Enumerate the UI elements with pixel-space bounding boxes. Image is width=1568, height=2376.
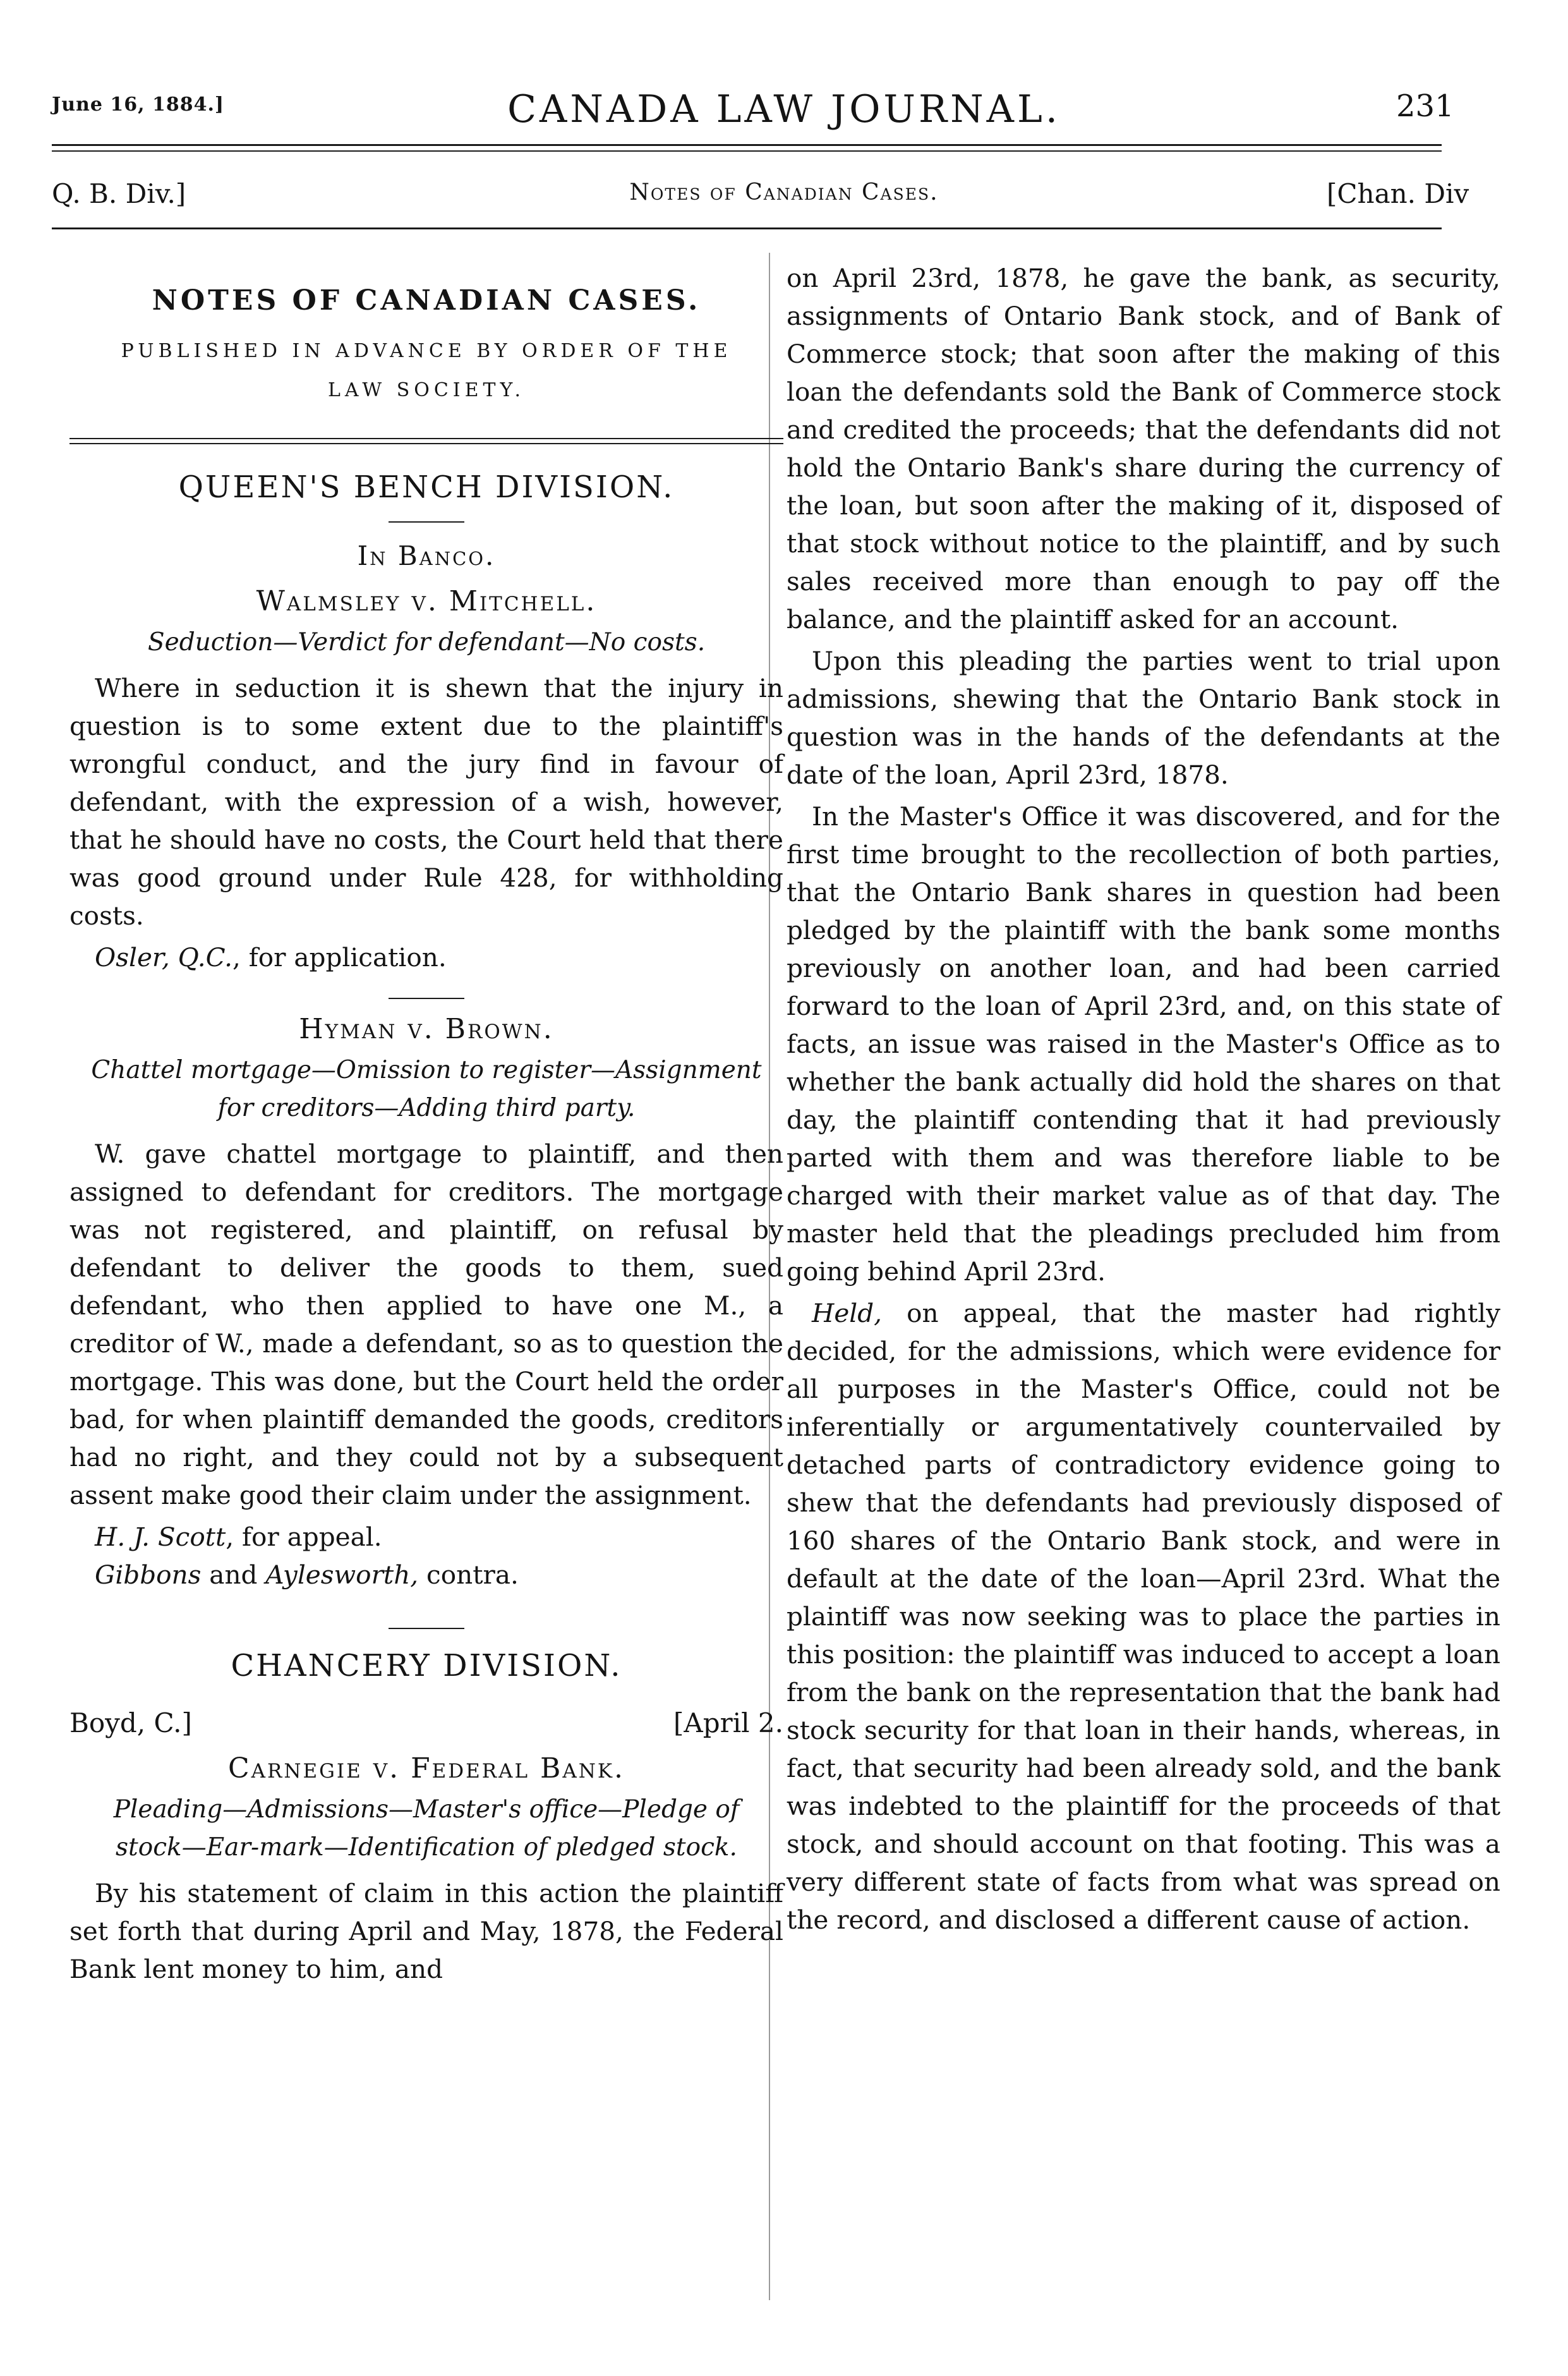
case-title-carnegie: Carnegie v. Federal Bank. bbox=[227, 1752, 625, 1785]
counsel-name: Gibbons bbox=[95, 1560, 202, 1590]
counsel-name: Osler, Q.C. bbox=[95, 942, 233, 973]
counsel-role: contra. bbox=[418, 1560, 519, 1590]
header-rule bbox=[52, 227, 1442, 229]
running-head-right: [Chan. Div bbox=[1327, 178, 1469, 209]
counsel-walmsley bbox=[69, 938, 783, 976]
case-body-hyman: W. gave chattel mortgage to plaintiff, and then assigned to defendant for creditors. The mortgage was not registered, and plaintiff, on refusal by defendant to deliver the goods to them, sued defendant, who then applied to have one M., a creditor of W., made a defendant, so as to question the mortgage. This was done, but the Court held the order bad, for when plaintiff demanded the goods, creditors had no right, and they could not by a subsequent assent make good their claim under the assignment. bbox=[69, 1139, 783, 1510]
published-line-1: PUBLISHED IN ADVANCE BY ORDER OF THE bbox=[121, 340, 732, 362]
counsel-hyman-contra bbox=[69, 1556, 783, 1594]
case-title-walmsley: Walmsley v. Mitchell. bbox=[256, 585, 597, 617]
catchwords-walmsley: Seduction—Verdict for defendant—No costs. bbox=[147, 628, 706, 657]
judge-date-line bbox=[69, 1707, 783, 1738]
carnegie-paragraph-1: on April 23rd, 1878, he gave the bank, as security, assignments of Ontario Bank stock, and of Bank of Commerce stock; that soon after the making of this loan the defendants sold the Bank of Commerce stock and credited the proceeds; that the defendants did not hold the Ontario Bank's share during the currency of the loan, but soon after the making of it, disposed of that stock without notice to the plaintiff, and by such sales received more than enough to pay off the balance, and the plaintiff asked for an account. bbox=[787, 263, 1500, 634]
case-body-carnegie-start: By his statement of claim in this action the plaintiff set forth that during April and May, 1878, the Federal Bank lent money to him, and bbox=[69, 1878, 783, 1984]
catchwords-carnegie: Pleading—Admissions—Master's office—Pledge of stock—Ear-mark—Identification of pledged stock. bbox=[113, 1795, 740, 1862]
decision-date: [April 2. bbox=[673, 1707, 783, 1738]
counsel-role: , for appeal. bbox=[226, 1522, 382, 1552]
issue-date: June 16, 1884.] bbox=[52, 94, 225, 116]
counsel-conjunction: and bbox=[201, 1560, 266, 1590]
chancery-heading: CHANCERY DIVISION. bbox=[231, 1648, 622, 1683]
carnegie-paragraph-2: Upon this pleading the parties went to trial upon admissions, shewing that the Ontario Bank stock in question was in the hands of the defendants at the date of the loan, April 23rd, 1878. bbox=[787, 646, 1500, 790]
held-text: on appeal, that the master had rightly decided, for the admissions, which were evidence for all purposes in the Master's Office, could not be inferentially or argumentatively countervailed by detached parts of contradictory evidence going to shew that the defendants had previously disposed of 160 shares of the Ontario Bank stock, and were in default at the date of the loan—April 23rd. What the plaintiff was now seeking was to place the parties in this position: the plaintiff was induced to accept a loan from the bank on the representation that the bank had stock security for that loan in their hands, whereas, in fact, that security had been already sold, and the bank was indebted to the plaintiff for the proceeds of that stock, and should account on that footing. This was a very different state of facts from what was spread on the record, and disclosed a different cause of action. bbox=[787, 1298, 1500, 1935]
short-rule bbox=[389, 998, 464, 999]
section-double-rule bbox=[69, 438, 783, 444]
journal-title: CANADA LAW JOURNAL. bbox=[507, 87, 1061, 131]
case-title-hyman: Hyman v. Brown. bbox=[299, 1013, 554, 1045]
notes-heading: NOTES OF CANADIAN CASES. bbox=[152, 284, 701, 317]
short-rule bbox=[389, 521, 464, 523]
catchwords-hyman: Chattel mortgage—Omission to register—Assignment for creditors—Adding third party. bbox=[91, 1056, 762, 1122]
published-notice bbox=[69, 332, 783, 410]
held-label: Held, bbox=[812, 1298, 883, 1328]
header-double-rule-bottom bbox=[52, 150, 1442, 152]
running-head-left: Q. B. Div.] bbox=[52, 178, 186, 209]
counsel-name: H. J. Scott bbox=[95, 1522, 226, 1552]
counsel-name: Aylesworth, bbox=[265, 1560, 419, 1590]
page-number: 231 bbox=[1396, 88, 1454, 124]
left-column bbox=[69, 265, 783, 1992]
judge-name: Boyd, C.] bbox=[69, 1707, 192, 1738]
published-line-2: LAW SOCIETY. bbox=[327, 379, 526, 401]
counsel-role: , for application. bbox=[232, 942, 447, 973]
running-head-section: Notes of Canadian Cases. bbox=[629, 179, 939, 205]
carnegie-paragraph-3: In the Master's Office it was discovered, and for the first time brought to the recollection of both parties, that the Ontario Bank shares in question had been pledged by the plaintiff with the bank some months previously on another loan, and had been carried forward to the loan of April 23rd, and, on this state of facts, an issue was raised in the Master's Office as to whether the bank actually did hold the shares on that day, the plaintiff contending that it had previously parted with them and was therefore liable to be charged with their market value as of that day. The master held that the pleadings precluded him from going behind April 23rd. bbox=[787, 801, 1500, 1287]
carnegie-paragraph-held bbox=[787, 1294, 1500, 1939]
short-rule bbox=[389, 1628, 464, 1629]
in-banco-heading: In Banco. bbox=[357, 540, 496, 571]
case-body-walmsley: Where in seduction it is shewn that the injury in question is to some extent due to the plaintiff's wrongful conduct, and the jury find in favour of defendant, with the expression of a wish, however, that he should have no costs, the Court held that there was good ground under Rule 428, for withholding costs. bbox=[69, 673, 783, 931]
right-column bbox=[787, 259, 1500, 1943]
counsel-hyman-appeal bbox=[69, 1518, 783, 1556]
header-double-rule-top bbox=[52, 144, 1442, 146]
queens-bench-heading: QUEEN'S BENCH DIVISION. bbox=[178, 470, 675, 505]
